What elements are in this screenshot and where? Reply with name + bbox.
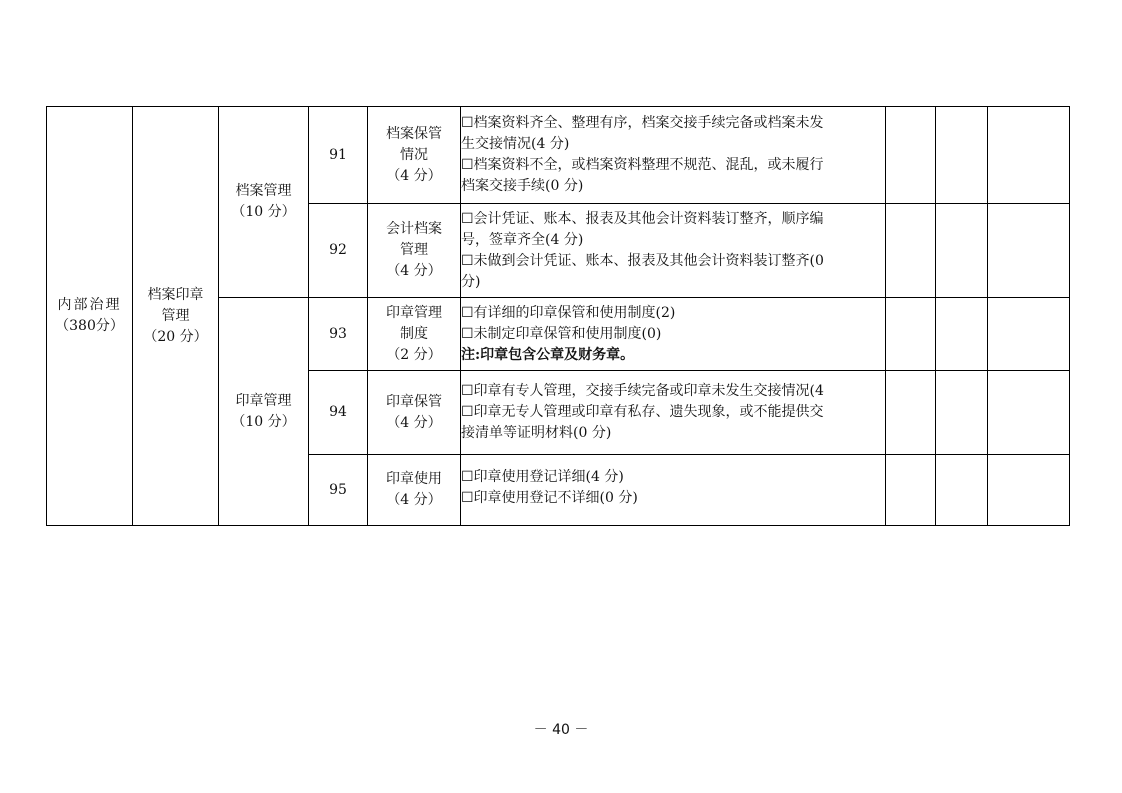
item-number: 94	[309, 371, 368, 455]
subcategory-name-line1: 档案印章	[147, 286, 204, 303]
item-number: 93	[309, 298, 368, 371]
score-cell-3	[988, 298, 1070, 371]
note-text: 注:印章包含公章及财务章。	[461, 346, 635, 363]
score-cell-2	[936, 107, 988, 204]
subcategory-score: （20 分）	[143, 328, 208, 345]
group-cell-seal	[219, 298, 309, 526]
item-criteria: ☐有详细的印章保管和使用制度(2) ☐未制定印章保管和使用制度(0) 注:印章包含公章及财务章。	[461, 298, 886, 371]
table-row	[47, 107, 1070, 204]
item-title: 档案保管 情况 （4 分）	[368, 107, 461, 204]
score-cell-3	[988, 371, 1070, 455]
page-number: － 40 －	[533, 722, 589, 738]
group-cell-archive	[219, 107, 309, 298]
score-cell-1	[886, 371, 936, 455]
item-number: 95	[309, 455, 368, 526]
item-title: 会计档案 管理 （4 分）	[368, 204, 461, 298]
item-criteria: ☐档案资料齐全、整理有序，档案交接手续完备或档案未发 生交接情况(4 分) ☐档案资料不全，或档案资料整理不规范、混乱，或未履行 档案交接手续(0 分)	[461, 107, 886, 204]
score-cell-1	[886, 455, 936, 526]
group-name: 印章管理	[235, 392, 292, 409]
category-cell	[47, 107, 133, 526]
category-name: 内部治理	[57, 297, 122, 313]
item-criteria: ☐印章有专人管理，交接手续完备或印章未发生交接情况(4 ☐印章无专人管理或印章有私存、遗失现象，或不能提供交 接清单等证明材料(0 分)	[461, 371, 886, 455]
item-title: 印章保管 （4 分）	[368, 371, 461, 455]
evaluation-table	[46, 106, 1070, 526]
score-cell-1	[886, 107, 936, 204]
score-cell-2	[936, 371, 988, 455]
category-score: （380分）	[55, 318, 124, 334]
item-number: 91	[309, 107, 368, 204]
item-title: 印章管理 制度 （2 分）	[368, 298, 461, 371]
score-cell-2	[936, 298, 988, 371]
item-title: 印章使用 （4 分）	[368, 455, 461, 526]
score-cell-1	[886, 298, 936, 371]
subcategory-cell	[133, 107, 219, 526]
score-cell-3	[988, 107, 1070, 204]
score-cell-3	[988, 204, 1070, 298]
item-criteria: ☐会计凭证、账本、报表及其他会计资料装订整齐，顺序编 号，签章齐全(4 分) ☐未做到会计凭证、账本、报表及其他会计资料装订整齐(0 分)	[461, 204, 886, 298]
score-cell-2	[936, 204, 988, 298]
group-score: （10 分）	[231, 204, 296, 220]
item-number: 92	[309, 204, 368, 298]
group-score: （10 分）	[231, 413, 296, 430]
subcategory-name-line2: 管理	[161, 307, 190, 324]
item-criteria: ☐印章使用登记详细(4 分) ☐印章使用登记不详细(0 分)	[461, 455, 886, 526]
group-name: 档案管理	[235, 183, 292, 199]
score-cell-3	[988, 455, 1070, 526]
score-cell-1	[886, 204, 936, 298]
score-cell-2	[936, 455, 988, 526]
